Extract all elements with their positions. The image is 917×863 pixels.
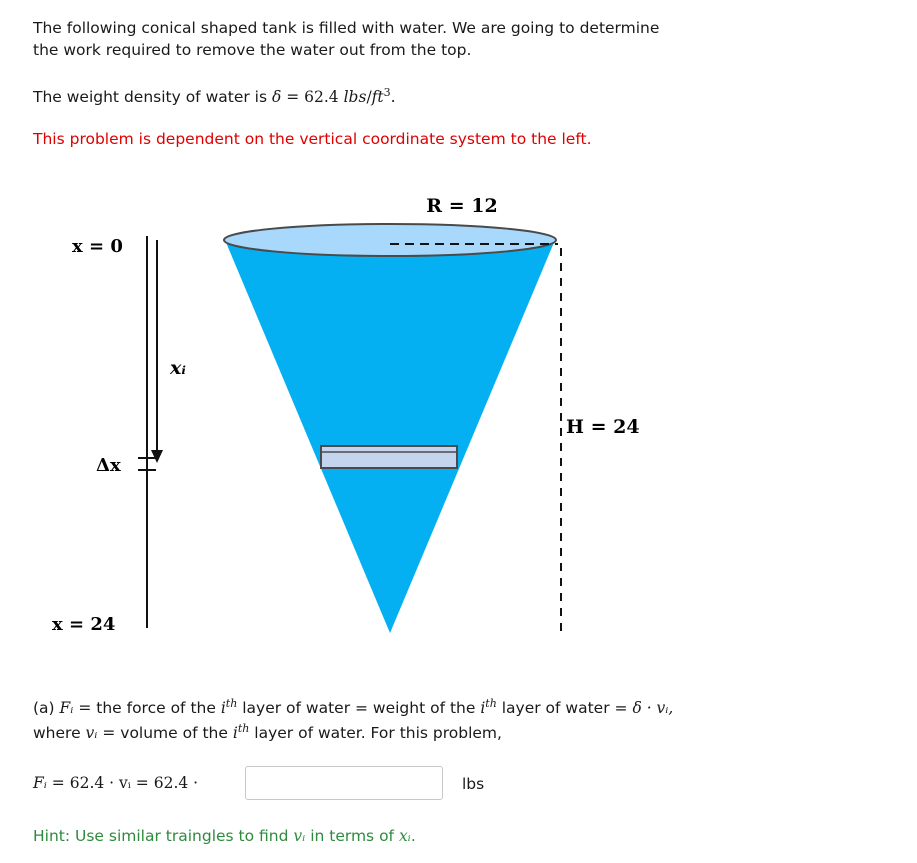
part-a-text5: layer of water. For this problem,: [249, 724, 502, 743]
intro-line-1: The following conical shaped tank is filled with water. We are going to determine: [33, 19, 660, 37]
density-value: = 62.4: [281, 88, 344, 107]
ith-th-1: th: [225, 697, 238, 710]
x24-label: x = 24: [52, 614, 116, 635]
hint-xi: xᵢ: [398, 827, 411, 845]
units-label: lbs: [462, 775, 485, 793]
density-prefix: The weight density of water is: [33, 88, 272, 107]
equation-lhs: Fᵢ: [33, 774, 47, 792]
equation-expr: = 62.4 · vᵢ = 62.4 ·: [46, 774, 199, 792]
hint-line: [33, 827, 416, 845]
part-a-fi: Fᵢ: [59, 699, 74, 718]
density-exponent: 3: [383, 86, 391, 99]
equation-row: [33, 774, 198, 792]
ith-i-2: i: [480, 699, 486, 718]
xi-arrowhead: [151, 450, 163, 463]
part-a-line-2: [33, 722, 502, 742]
ith-i-1: i: [220, 699, 226, 718]
water-layer-disc: [321, 446, 457, 468]
density-period: .: [390, 88, 396, 107]
density-slash: /: [366, 88, 372, 107]
part-a-text4: volume of the: [120, 724, 233, 743]
density-ft: ft: [371, 88, 384, 107]
part-a-vi: vᵢ: [85, 724, 98, 743]
part-a-eq2: =: [97, 724, 121, 743]
hint-vi: vᵢ: [293, 827, 306, 845]
ith-i-3: i: [232, 724, 238, 743]
part-a-text3: layer of water =: [496, 699, 633, 718]
intro-line-2: the work required to remove the water out from the top.: [33, 41, 472, 59]
part-a-text1: the force of the: [96, 699, 221, 718]
radius-label: R = 12: [426, 195, 498, 217]
dx-label: Δx: [96, 455, 121, 476]
part-a-where: where: [33, 724, 86, 743]
xi-label: xᵢ: [170, 357, 186, 379]
ith-th-2: th: [485, 697, 497, 710]
ith-th-3: th: [237, 722, 250, 735]
density-symbol: δ: [271, 88, 282, 107]
part-a-line-1: [33, 697, 673, 717]
height-label: H = 24: [566, 416, 640, 438]
water-surface-ellipse: [224, 224, 556, 256]
warning-text: This problem is dependent on the vertical coordinate system to the left.: [33, 130, 592, 148]
answer-input[interactable]: [245, 766, 443, 800]
part-a-prefix: (a): [33, 699, 60, 718]
density-units: lbs: [343, 88, 367, 107]
part-a-delta-vi: δ · vᵢ,: [632, 699, 674, 718]
part-a-eq1: =: [73, 699, 97, 718]
hint-text: Hint: Use similar traingles to find: [33, 827, 294, 845]
hint-mid: in terms of: [305, 827, 399, 845]
cone-water: [225, 240, 555, 633]
part-a-text2: layer of water = weight of the: [237, 699, 481, 718]
hint-end: .: [410, 827, 416, 845]
x0-label: x = 0: [72, 236, 123, 257]
